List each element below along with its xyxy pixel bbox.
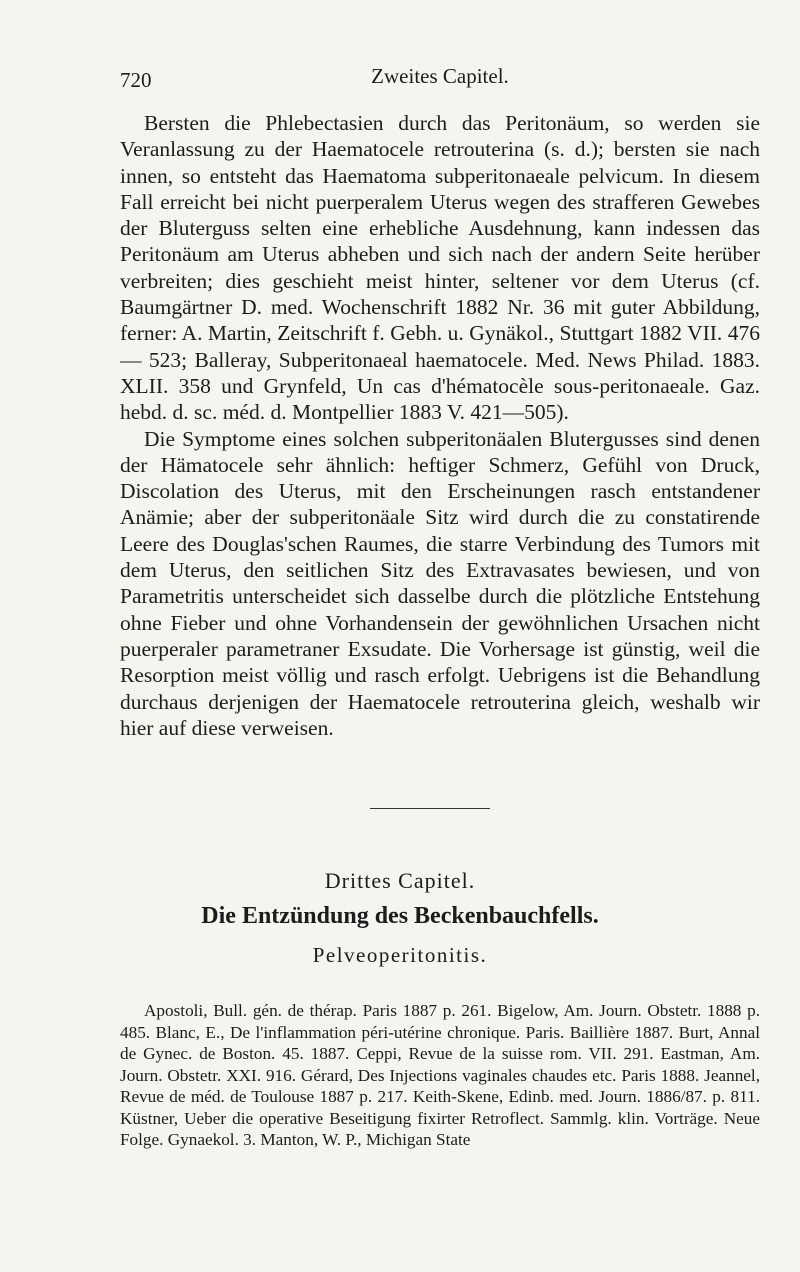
- paragraph-2: Die Symptome eines solchen subperitonäalen Blutergusses sind denen der Hämatocele sehr ähnlich: heftiger Schmerz, Gefühl von Druck, Discolation des Uterus, mit den Erscheinungen rasch entstandener Anämie; aber der subperitonäale Sitz wird durch die zu constatirende Leere des Douglas'schen Raumes, die starre Verbindung des Tumors mit dem Uterus, den seitlichen Sitz des Extravasates bewiesen, und von Parametritis unterscheidet sich dasselbe durch die plötzliche Entstehung ohne Fieber und ohne Vorhandensein der gewöhnlichen Ursachen nicht puerperaler parametraner Exsudate. Die Vorhersage ist günstig, weil die Resorption meist völlig und rasch erfolgt. Uebrigens ist die Behandlung durchaus derjenigen der Haematocele retrouterina gleich, weshalb wir hier auf diese verweisen.: [120, 426, 760, 740]
- page-header: [120, 64, 760, 94]
- chapter-label: Drittes Capitel.: [324, 868, 476, 893]
- bibliography: Apostoli, Bull. gén. de thérap. Paris 1887 p. 261. Bigelow, Am. Journ. Obstetr. 1888 p. 485. Blanc, E., De l'inflammation péri-utérine chronique. Paris. Baillière 1887. Burt, Annal de Gynec. de Boston. 45. 1887. Ceppi, Revue de la suisse rom. VII. 291. Eastman, Am. Journ. Obstetr. XXI. 916. Gérard, Des Injections vaginales chaudes etc. Paris 1888. Jeannel, Revue de méd. de Toulouse 1887 p. 217. Keith-Skene, Edinb. med. Journ. 1886/87. p. 811. Küstner, Ueber die operative Beseitigung fixirter Retroflect. Sammlg. klin. Vorträge. Neue Folge. Gynaekol. 3. Manton, W. P., Michigan State: [120, 1001, 760, 1150]
- chapter-subtitle: Pelveoperitonitis.: [312, 943, 488, 967]
- paragraph-1: Bersten die Phlebectasien durch das Peritonäum, so werden sie Veranlassung zu der Haematocele retrouterina (s. d.); bersten sie nach innen, so entsteht das Haematoma subperitonaeale pelvicum. In diesem Fall erreicht bei nicht puerperalem Uterus wegen des strafferen Gewebes der Bluterguss selten eine erhebliche Ausdehnung, kann indessen das Peritonäum am Uterus abheben und sich nach der andern Seite herüber verbreiten; dies geschieht meist hinter, seltener vor dem Uterus (cf. Baumgärtner D. med. Wochenschrift 1882 Nr. 36 mit guter Abbildung, ferner: A. Martin, Zeitschrift f. Gebh. u. Gynäkol., Stuttgart 1882 VII. 476 — 523; Balleray, Subperitonaeal haematocele. Med. News Philad. 1883. XLII. 358 und Grynfeld, Un cas d'hématocèle sous-peritonaeale. Gaz. hebd. d. sc. méd. d. Montpellier 1883 V. 421—505).: [120, 111, 760, 425]
- chapter-title: Die Entzündung des Beckenbauchfells.: [201, 903, 599, 929]
- section-divider: [370, 808, 490, 809]
- page-number: 720: [120, 68, 152, 92]
- running-title: Zweites Capitel.: [371, 64, 509, 88]
- body-text: [120, 110, 760, 741]
